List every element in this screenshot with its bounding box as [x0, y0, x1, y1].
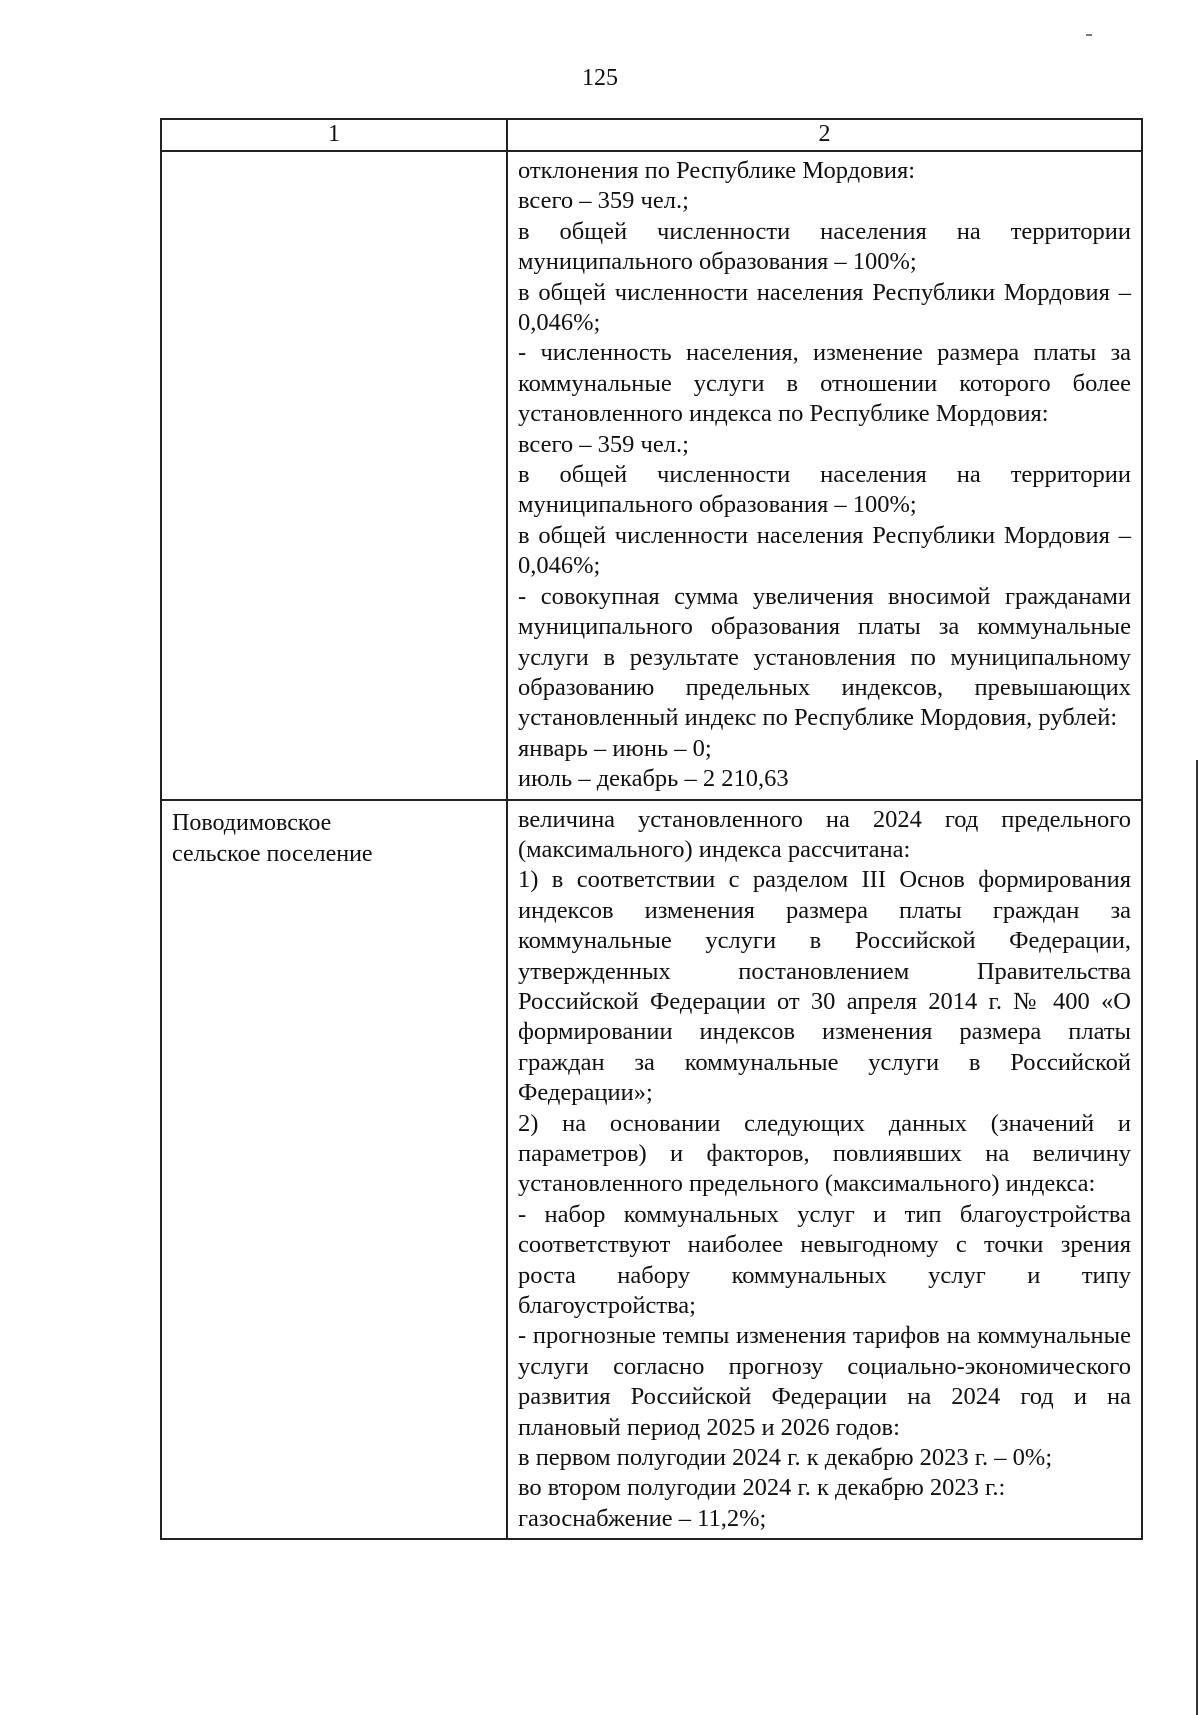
- municipality-name-line: Поводимовское: [172, 809, 332, 836]
- description-paragraph: - прогнозные темпы изменения тарифов на коммунальные услуги согласно прогнозу социально-экономического развития Российской Федерации на 2024 год и на плановый период 2025 и 2026 годов:: [518, 1322, 1131, 1441]
- description-paragraph: в общей численности населения на территории муниципального образования – 100%;: [518, 217, 1131, 276]
- table-row: [161, 800, 1142, 1540]
- description-paragraph: 2) на основании следующих данных (значений и параметров) и факторов, повлиявших на величину установленного предельного (максимального) индекса:: [518, 1109, 1131, 1198]
- description-paragraph: в общей численности населения на территории муниципального образования – 100%;: [518, 461, 1131, 519]
- document-table: [160, 118, 1143, 1540]
- scan-dot: [1086, 34, 1092, 36]
- description-paragraph: отклонения по Республике Мордовия:: [518, 157, 916, 184]
- description-paragraph: январь – июнь – 0;: [518, 734, 712, 762]
- municipality-name-cell: [161, 800, 507, 1540]
- municipality-name-line: сельское поселение: [172, 840, 373, 867]
- scan-edge-line: [1196, 760, 1198, 1715]
- description-paragraph: - численность населения, изменение размера платы за коммунальные услуги в отношении которого более установленного индекса по Республике Мордовия:: [518, 339, 1131, 428]
- column-header-2: 2: [507, 119, 1142, 151]
- description-paragraph: величина установленного на 2024 год предельного (максимального) индекса рассчитана:: [518, 805, 1131, 863]
- description-paragraph: всего – 359 чел.;: [518, 187, 689, 215]
- description-paragraph: всего – 359 чел.;: [518, 430, 689, 458]
- description-paragraph: 1) в соответствии с разделом III Основ формирования индексов изменения размера платы граждан за коммунальные услуги в Российской Федерации, утвержденных постановлением Правительства Российской Федерации от 30 апреля 2014 г. № 400 «О формировании индексов изменения размера платы граждан за коммунальные услуги в Российской Федерации»;: [518, 866, 1131, 1107]
- table-header-row: [161, 119, 1142, 151]
- description-cell: [507, 800, 1142, 1540]
- municipality-name-cell: [161, 151, 507, 800]
- page-number: 125: [582, 65, 618, 91]
- description-cell: [507, 151, 1142, 800]
- description-paragraph: июль – декабрь – 2 210,63: [518, 765, 789, 793]
- description-paragraph: в общей численности населения Республики Мордовия – 0,046%;: [518, 278, 1131, 337]
- description-paragraph: в первом полугодии 2024 г. к декабрю 2023 г. – 0%;: [518, 1444, 1053, 1472]
- description-paragraph: - совокупная сумма увеличения вносимой гражданами муниципального образования платы за коммунальные услуги в результате установления по муниципальному образованию предельных индексов, превышающих установленный индекс по Республике Мордовия, рублей:: [518, 582, 1131, 732]
- description-paragraph: во втором полугодии 2024 г. к декабрю 2023 г.:: [518, 1474, 1006, 1502]
- description-paragraph: газоснабжение – 11,2%;: [518, 1504, 767, 1532]
- description-paragraph: - набор коммунальных услуг и тип благоустройства соответствуют наиболее невыгодному с точки зрения роста набору коммунальных услуг и типу благоустройства;: [518, 1200, 1131, 1320]
- table-body: [161, 151, 1142, 1539]
- description-paragraph: в общей численности населения Республики Мордовия – 0,046%;: [518, 521, 1131, 580]
- table-row: [161, 151, 1142, 800]
- column-header-1: 1: [161, 119, 507, 151]
